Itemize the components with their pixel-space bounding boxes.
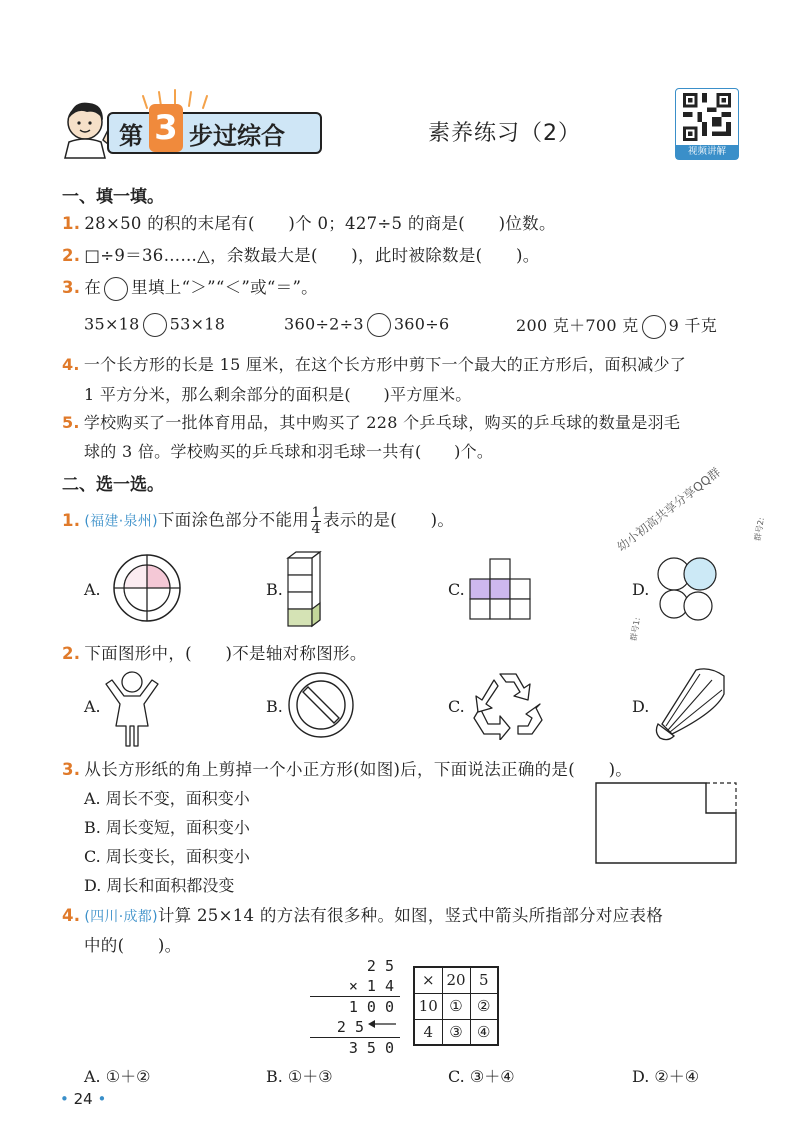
multiplication-grid [413, 966, 499, 1046]
s2q4-number: 4. [62, 906, 81, 925]
s2q1-source: (福建·泉州) [84, 513, 158, 530]
four-circles-figure [656, 554, 722, 626]
vm-multiplier: × 1 4 [310, 976, 400, 997]
fraction-one-quarter: $\frac{1}{4}$ [311, 505, 321, 537]
s2-question-3 [62, 756, 632, 780]
s2q3-option-d[interactable]: D. 周长和面积都没变 [84, 876, 235, 895]
watermark-side-1: 群号1: [628, 616, 642, 642]
dot-icon: • [97, 1090, 107, 1108]
cut-rectangle-figure [594, 780, 740, 866]
s2q2-option-b[interactable]: B. [266, 697, 283, 716]
s2-question-1 [62, 506, 454, 536]
watermark-text: 幼小初高共享分享QQ群 [614, 465, 724, 555]
s2q4-option-b[interactable]: B. ①＋③ [266, 1067, 333, 1086]
badge-number: 3 [149, 104, 183, 152]
answer-circle-3[interactable] [642, 315, 666, 339]
s1q1-number: 1. [62, 214, 81, 233]
s1q4-line2: 1 平方分米，那么剩余部分的面积是( )平方厘米。 [84, 385, 472, 404]
arrow-left-icon [366, 1018, 398, 1030]
s2q4-source: (四川·成都) [84, 909, 158, 925]
s1q3-pre: 在 [84, 278, 102, 297]
s2q4-option-c[interactable]: C. ③＋④ [448, 1067, 515, 1086]
s1q5-line2: 球的 3 倍。学校购买的乒乓球和羽毛球一共有( )个。 [84, 442, 494, 461]
page-number-text: 24 [73, 1090, 93, 1108]
c2-right: 360÷6 [393, 314, 450, 334]
s2q1-number: 1. [62, 510, 81, 530]
unit-badge [107, 108, 322, 154]
qr-code[interactable] [675, 88, 739, 160]
vertical-multiplication [310, 956, 400, 1058]
s2q4-line1: 计算 25×14 的方法有很多种。如图，竖式中箭头所指部分对应表格 [157, 906, 664, 925]
page-number [60, 1090, 106, 1108]
grid-header-20: 20 [442, 967, 470, 993]
badge-suffix: 步过综合 [189, 121, 285, 150]
s1q5-number: 5. [62, 413, 80, 432]
s2-question-2 [62, 640, 367, 664]
s1q2-text: □÷9＝36……△，余数最大是( )，此时被除数是( )。 [84, 246, 540, 265]
s1-question-3 [62, 274, 318, 301]
s2q1-pre: 下面涂色部分不能用 [157, 510, 310, 530]
no-sign-icon [286, 670, 356, 740]
circle-quarters-figure [112, 553, 182, 623]
s2q1-post: 表示的是( )。 [323, 510, 455, 530]
grid-row-4: 4 [414, 1019, 442, 1045]
s2q2-option-d[interactable]: D. [632, 697, 650, 716]
s2q1-option-d[interactable]: D. [632, 580, 650, 599]
grid-cell-1: ① [442, 993, 470, 1019]
s2q1-option-c[interactable]: C. [448, 580, 465, 599]
vm-partial-2: 2 5 [310, 1017, 400, 1038]
s2-question-4 [62, 902, 663, 926]
s2q4-line-2 [84, 932, 181, 956]
c3-right: 9 千克 [668, 316, 718, 335]
page-title: 素养练习（2） [428, 121, 581, 146]
qr-caption: 视频讲解 [676, 145, 738, 159]
s2q1-option-a[interactable]: A. [84, 580, 101, 599]
answer-circle-2[interactable] [367, 313, 391, 337]
s1q3-comparisons [84, 313, 225, 337]
vm-result: 3 5 0 [348, 1039, 394, 1057]
stacked-cubes-figure [284, 550, 324, 630]
s2q3-text: 从长方形纸的角上剪掉一个小正方形(如图)后，下面说法正确的是( )。 [84, 760, 633, 779]
s1-question-1 [62, 210, 556, 234]
girl-figure-icon [104, 668, 160, 748]
s1q4-number: 4. [62, 355, 80, 374]
s2q2-option-c[interactable]: C. [448, 697, 465, 716]
grid-cell-2: ② [470, 993, 498, 1019]
compare-circle-icon [104, 277, 128, 301]
grid-header-x: × [414, 967, 442, 993]
s1-question-4 [62, 352, 686, 375]
watermark-side-2: 群号2: [752, 516, 766, 542]
grid-cell-4: ④ [470, 1019, 498, 1045]
s2q3-option-b[interactable]: B. 周长变短，面积变小 [84, 818, 250, 837]
s1-question-5 [62, 410, 680, 433]
s1q3-post: 里填上“＞”“＜”或“＝”。 [131, 278, 318, 297]
header [55, 88, 755, 168]
watermark [612, 435, 758, 555]
s2q2-text: 下面图形中，( )不是轴对称图形。 [84, 644, 367, 663]
s2q3-number: 3. [62, 760, 81, 779]
section1-heading: 一、填一填。 [62, 187, 164, 207]
answer-circle-1[interactable] [143, 313, 167, 337]
s1-question-2 [62, 242, 540, 266]
s1q3-number: 3. [62, 278, 81, 297]
c1-left: 35×18 [84, 314, 140, 334]
s1q5-line-2 [84, 439, 493, 462]
badge-prefix: 第 [119, 121, 143, 150]
c3-left: 200 克＋700 克 [516, 316, 639, 335]
s2q1-option-b[interactable]: B. [266, 580, 283, 599]
section2-heading: 二、选一选。 [62, 475, 164, 495]
s2q4-option-a[interactable]: A. ①＋② [84, 1067, 151, 1086]
grid-cell-3: ③ [442, 1019, 470, 1045]
s1q5-line1: 学校购买了一批体育用品，其中购买了 228 个乒乓球，购买的乒乓球的数量是羽毛 [83, 413, 681, 432]
grid-row-10: 10 [414, 993, 442, 1019]
qr-code-icon [682, 93, 732, 141]
grid-squares-figure [468, 557, 534, 623]
s2q2-number: 2. [62, 644, 81, 663]
recycle-arrows-icon [470, 668, 546, 740]
s1q3-comparison-3 [516, 313, 717, 339]
dot-icon: • [60, 1090, 69, 1108]
vm-top: 2 5 [366, 957, 394, 975]
s2q3-option-a[interactable]: A. 周长不变，面积变小 [84, 789, 250, 808]
s1q1-text: 28×50 的积的末尾有( )个 0；427÷5 的商是( )位数。 [84, 214, 556, 233]
s2q4-option-d[interactable]: D. ②＋④ [632, 1067, 700, 1086]
s1q2-number: 2. [62, 246, 81, 265]
c2-left: 360÷2÷3 [284, 314, 364, 334]
vm-partial-1: 1 0 0 [348, 998, 394, 1016]
c1-right: 53×18 [169, 314, 226, 334]
s2q2-option-a[interactable]: A. [84, 697, 101, 716]
grid-header-5: 5 [470, 967, 498, 993]
shuttlecock-icon [652, 666, 728, 742]
s2q3-option-c[interactable]: C. 周长变长，面积变小 [84, 847, 250, 866]
s1q3-comparison-2 [284, 313, 449, 337]
s2q4-line2: 中的( )。 [84, 936, 182, 955]
s1q4-line1: 一个长方形的长是 15 厘米，在这个长方形中剪下一个最大的正方形后，面积减少了 [83, 355, 687, 374]
s1q4-line-2 [84, 382, 472, 405]
